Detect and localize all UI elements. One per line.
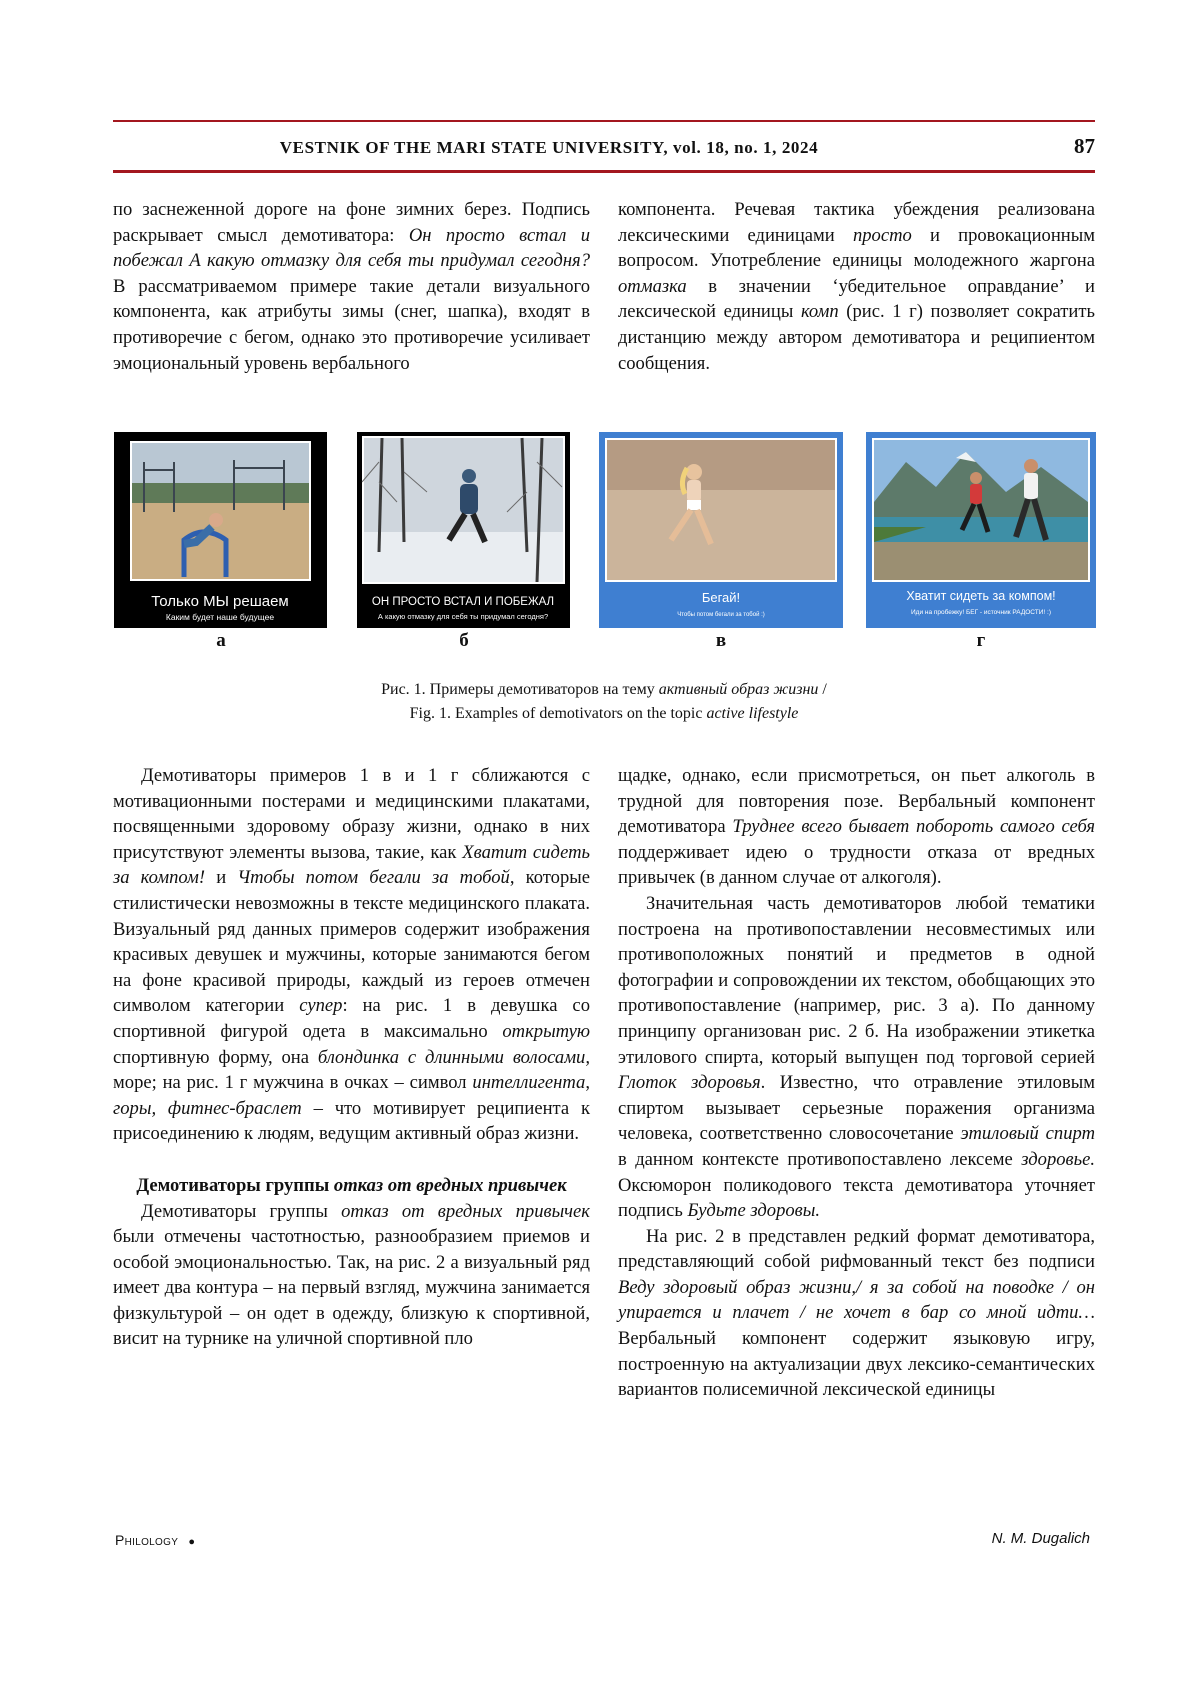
paragraph: компонента. Речевая тактика убеждения реализована лексическими единицами просто и провокационным вопросом. Употребление единицы молодежного жаргона отмазка в значении ‘убедительное оправдание’ и лексической единицы комп (рис. 1 г) позволяет сократить дистанцию между автором демотиватора и реципиентом сообщения. [618, 199, 1095, 374]
text-column-bottom-left [113, 763, 590, 1352]
header-rule-top [113, 120, 1095, 122]
figure-b-caption-main: ОН ПРОСТО ВСТАЛ И ПОБЕЖАЛ [371, 596, 555, 608]
figure-c-demotivator [599, 432, 843, 628]
text-column-top-left [113, 197, 590, 376]
figure-a-caption-sub: Каким будет наше будущее [165, 612, 275, 622]
paragraph: щадке, однако, если присмотреться, он пьет алкоголь в трудной для повторения позе. Вербальный компонент демотиватора Труднее всего бывает побороть самого себя поддерживает идею о трудности отказа от вредных привычек (в данном случае от алкоголя). [618, 765, 1095, 889]
figure-a-demotivator [114, 432, 327, 628]
paragraph: Демотиваторы примеров 1 в и 1 г сближаются с мотивационными постерами и медицинскими плакатами, посвященными здоровому образу жизни, однако в них присутствуют элементы вызова, такие, как Хватит сидеть за компом! и Чтобы потом бегали за тобой, которые стилистически невозможны в тексте медицинского плаката. Визуальный ряд данных примеров содержит изображения красивых девушек и мужчины, которые занимаются бегом на фоне красивой природы, каждый из героев отмечен символом категории супер: на рис. 1 в девушка со спортивной фигурой одета в максимально открытую спортивную форму, она блондинка с длинными волосами, море; на рис. 1 г мужчина в очках – символ интеллигента, горы, фитнес-браслет – что мотивирует реципиента к присоединению к людям, ведущим активный образ жизни. [113, 765, 591, 1145]
figure-caption [113, 678, 1095, 726]
footer-bullet: ● [188, 1536, 196, 1548]
figure-a-caption-main: Только МЫ решаем [151, 593, 289, 610]
footer-section [115, 1532, 195, 1548]
figure-caption-ru: Рис. 1. Примеры демотиваторов на тему активный образ жизни / [381, 681, 827, 698]
figure-b-demotivator [357, 432, 570, 628]
paragraph: Демотиваторы группы отказ от вредных привычек были отмечены частотностью, разнообразием приемов и особой эмоциональностью. Так, на рис. 2 а визуальный ряд имеет два контура – на первый взгляд, мужчина занимается физкультурой – он одет в одежду, близкую к спортивной, висит на турнике на уличной спортивной пло [113, 1200, 590, 1350]
section-heading: Демотиваторы группы отказ от вредных привычек [136, 1174, 567, 1196]
figure-d-demotivator [866, 432, 1096, 628]
figure-c-caption-main: Бегай! [701, 590, 741, 605]
page-number: 87 [1074, 134, 1095, 158]
text-column-bottom-right [618, 763, 1095, 1403]
footer-author: N. M. Dugalich [991, 1530, 1090, 1547]
paragraph: Значительная часть демотиваторов любой тематики построена на противопоставлении несовместимых или противоположных понятий и предметов в одной фотографии и сопровождении их текстом, обобщающих это противопоставление (например, рис. 3 а). По данному принципу организован рис. 2 б. На изображении этикетка этилового спирта, который выпущен под торговой серией Глоток здоровья. Известно, что отравление этиловым спиртом вызывает серьезные поражения организма человека, соответственно словосочетание этиловый спирт в данном контексте противопоставлено лексеме здоровье. Оксюморон поликодового текста демотиватора уточняет подпись Будьте здоровы. [618, 892, 1095, 1222]
figure-label-d: г [976, 630, 986, 651]
figure-label-c: в [715, 630, 727, 651]
paragraph: по заснеженной дороге на фоне зимних берез. Подпись раскрывает смысл демотиватора: Он просто встал и побежал А какую отмазку для себя ты придумал сегодня? В рассматриваемом примере такие детали визуального компонента, как атрибуты зимы (снег, шапка), входят в противоречие с бегом, однако это противоречие усиливает эмоциональный уровень вербального [113, 199, 590, 374]
figure-b-caption-sub: А какую отмазку для себя ты придумал сегодня? [377, 612, 549, 621]
paragraph: На рис. 2 в представлен редкий формат демотиватора, представляющий собой рифмованный текст без подписи Веду здоровый образ жизни,/ я за собой на поводке / он упирается и плачет / не хочет в бар со мной идти… Вербальный компонент содержит языковую игру, построенную на актуализации двух лексико-семантических вариантов полисемичной лексической единицы [618, 1225, 1095, 1401]
journal-title: VESTNIK OF THE MARI STATE UNIVERSITY, vol. 18, no. 1, 2024 [279, 138, 819, 157]
figure-label-a: а [216, 630, 226, 651]
figure-c-caption-sub: Чтобы потом бегали за тобой :) [677, 612, 765, 618]
text-column-top-right [618, 197, 1095, 376]
figure-d-caption-main: Хватит сидеть за компом! [906, 589, 1056, 603]
footer-section-name: Philology [115, 1532, 179, 1548]
figure-caption-en: Fig. 1. Examples of demotivators on the topic active lifestyle [409, 705, 799, 722]
header-rule-bottom [113, 170, 1095, 173]
figure-label-b: б [459, 630, 469, 651]
figure-d-caption-sub: Иди на пробежку! БЕГ - источник РАДОСТИ! :) [910, 609, 1052, 616]
